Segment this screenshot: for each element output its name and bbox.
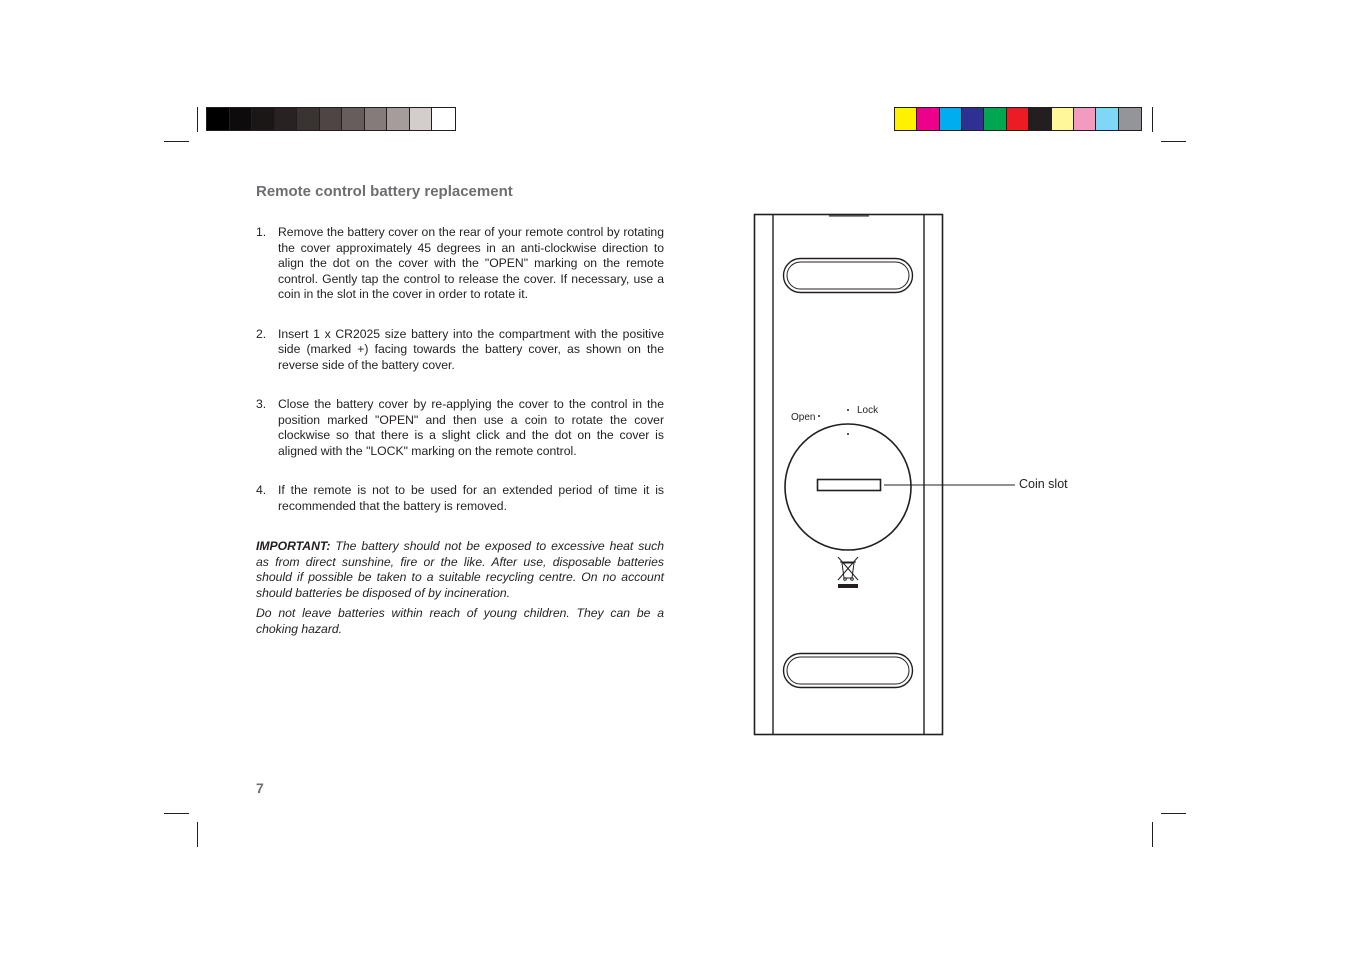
open-dot (818, 415, 820, 417)
coin-slot-label: Coin slot (1019, 477, 1068, 491)
color-swatch (320, 108, 343, 130)
important-text: The battery should not be exposed to excessive heat such as from direct sunshine, fire or the like. After use, disposable batteries should if possible be taken to a suitable recycling centre. On no account should batteries be disposed of by incineration. (256, 539, 664, 600)
color-swatch (342, 108, 365, 130)
lock-marking: Lock (857, 405, 879, 416)
step-number: 2. (256, 326, 267, 341)
bottom-groove-inner (787, 657, 909, 684)
step-text: Remove the battery cover on the rear of your remote control by rotating the cover approximately 45 degrees in an anti-clockwise direction to align the dot on the cover with the "OPEN" marking on the remote control. Gently tap the control to release the cover. If necessary, use a coin in the slot in the cover in order to rotate it. (278, 225, 664, 301)
color-swatch (962, 108, 984, 130)
list-item (256, 327, 664, 374)
instruction-list (256, 225, 664, 538)
crop-mark (197, 822, 198, 847)
list-item (256, 225, 664, 303)
color-swatch (1074, 108, 1096, 130)
color-swatch (230, 108, 253, 130)
step-number: 1. (256, 225, 267, 239)
color-swatch (207, 108, 230, 130)
list-item (256, 483, 664, 514)
bottom-groove (784, 654, 913, 688)
color-swatch (297, 108, 320, 130)
color-swatch (895, 108, 917, 130)
weee-bin-icon (838, 557, 858, 580)
color-swatch (1096, 108, 1118, 130)
color-swatch (1029, 108, 1051, 130)
weee-bin-bar (838, 584, 858, 588)
color-swatch (984, 108, 1006, 130)
color-swatch (940, 108, 962, 130)
crop-mark (197, 107, 198, 132)
section-heading: Remote control battery replacement (256, 183, 513, 200)
color-swatch (1007, 108, 1029, 130)
top-groove (784, 259, 913, 293)
crop-mark (1152, 107, 1153, 132)
children-warning: Do not leave batteries within reach of young children. They can be a choking hazard. (256, 606, 664, 636)
color-swatch (1052, 108, 1074, 130)
page-number: 7 (256, 780, 264, 796)
cover-dot (847, 433, 849, 435)
color-swatch (1119, 108, 1141, 130)
top-groove-inner (787, 262, 909, 289)
important-notice (256, 539, 664, 642)
step-text: Insert 1 x CR2025 size battery into the compartment with the positive side (marked +) facing towards the battery cover, as shown on the reverse side of the battery cover. (278, 326, 664, 372)
color-calibration-bar (894, 107, 1142, 131)
list-item (256, 397, 664, 459)
important-label: IMPORTANT: (256, 539, 331, 553)
crop-mark (164, 141, 189, 142)
color-swatch (432, 108, 455, 130)
color-swatch (410, 108, 433, 130)
color-swatch (387, 108, 410, 130)
remote-control-diagram (745, 205, 1025, 745)
crop-mark (164, 813, 189, 814)
battery-cover (785, 424, 911, 550)
color-swatch (275, 108, 298, 130)
crop-mark (1152, 822, 1153, 847)
open-marking: Open (791, 412, 816, 423)
color-swatch (365, 108, 388, 130)
color-swatch (917, 108, 939, 130)
crop-mark (1161, 813, 1186, 814)
color-swatch (252, 108, 275, 130)
grayscale-calibration-bar (206, 107, 456, 131)
step-text: If the remote is not to be used for an extended period of time it is recommended that the battery is removed. (278, 483, 664, 513)
step-number: 4. (256, 483, 267, 497)
step-text: Close the battery cover by re-applying the cover to the control in the position marked "OPEN" and then use a coin to rotate the cover clockwise so that there is a slight click and the dot on the cover is aligned with the "LOCK" marking on the remote control. (278, 397, 664, 458)
step-number: 3. (256, 397, 267, 411)
crop-mark (1161, 141, 1186, 142)
coin-slot (818, 480, 881, 491)
lock-dot (847, 409, 849, 411)
